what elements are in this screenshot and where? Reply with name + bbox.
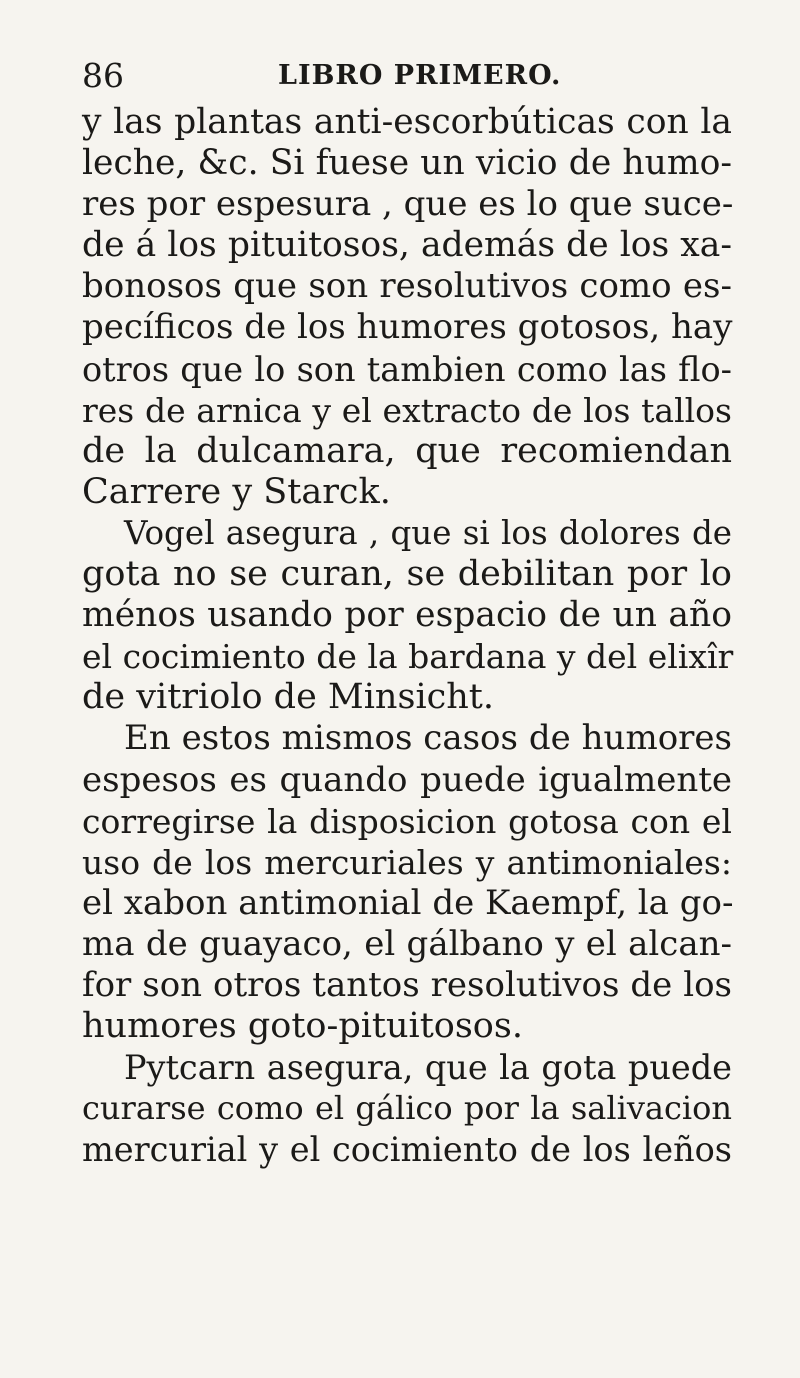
text-line: ma de guayaco, el gálbano y el alcan- — [82, 923, 732, 964]
text-line: de á los pituitosos, además de los xa- — [82, 225, 732, 266]
text-line: mercurial y el cocimiento de los leños — [82, 1130, 732, 1170]
text-line: res de arnica y el extracto de los tallos — [82, 390, 732, 430]
text-line: curarse como el gálico por la salivacion — [82, 1089, 732, 1128]
running-title: LIBRO PRIMERO. — [278, 60, 562, 91]
text-line: el cocimiento de la bardana y del elixîr — [82, 637, 734, 677]
text-line: res por espesura , que es lo que suce- — [82, 184, 734, 225]
text-line: bonosos que son resolutivos como es- — [82, 266, 732, 307]
body-text — [82, 102, 732, 1170]
text-line: espesos es quando puede igualmente — [82, 759, 732, 800]
text-line: Carrere y Starck. — [82, 471, 391, 512]
paragraph-first-line: Pytcarn asegura, que la gota puede — [124, 1048, 732, 1088]
page-number: 86 — [82, 56, 124, 95]
text-line: uso de los mercuriales y antimoniales: — [82, 842, 732, 882]
text-line: ménos usando por espacio de un año — [82, 595, 732, 636]
text-line: de la dulcamara, que recomiendan — [82, 430, 732, 471]
text-line: humores goto-pituitosos. — [82, 1006, 523, 1047]
text-line: pecíficos de los humores gotosos, hay — [82, 307, 733, 348]
text-line: de vitriolo de Minsicht. — [82, 677, 494, 718]
text-line: for son otros tantos resolutivos de los — [82, 964, 732, 1005]
text-line: gota no se curan, se debilitan por lo — [82, 554, 732, 595]
paragraph-first-line: Vogel asegura , que si los dolores de — [124, 513, 732, 552]
text-line: leche, &c. Si fuese un vicio de humo- — [82, 143, 732, 184]
text-line: otros que lo son tambien como las flo- — [82, 349, 732, 389]
text-line: y las plantas anti-escorbúticas con la — [82, 102, 732, 142]
page-header — [82, 56, 722, 96]
text-line: el xabon antimonial de Kaempf, la go- — [82, 882, 734, 923]
text-line: corregirse la disposicion gotosa con el — [82, 801, 732, 841]
paragraph-first-line: En estos mismos casos de humores — [124, 718, 732, 759]
